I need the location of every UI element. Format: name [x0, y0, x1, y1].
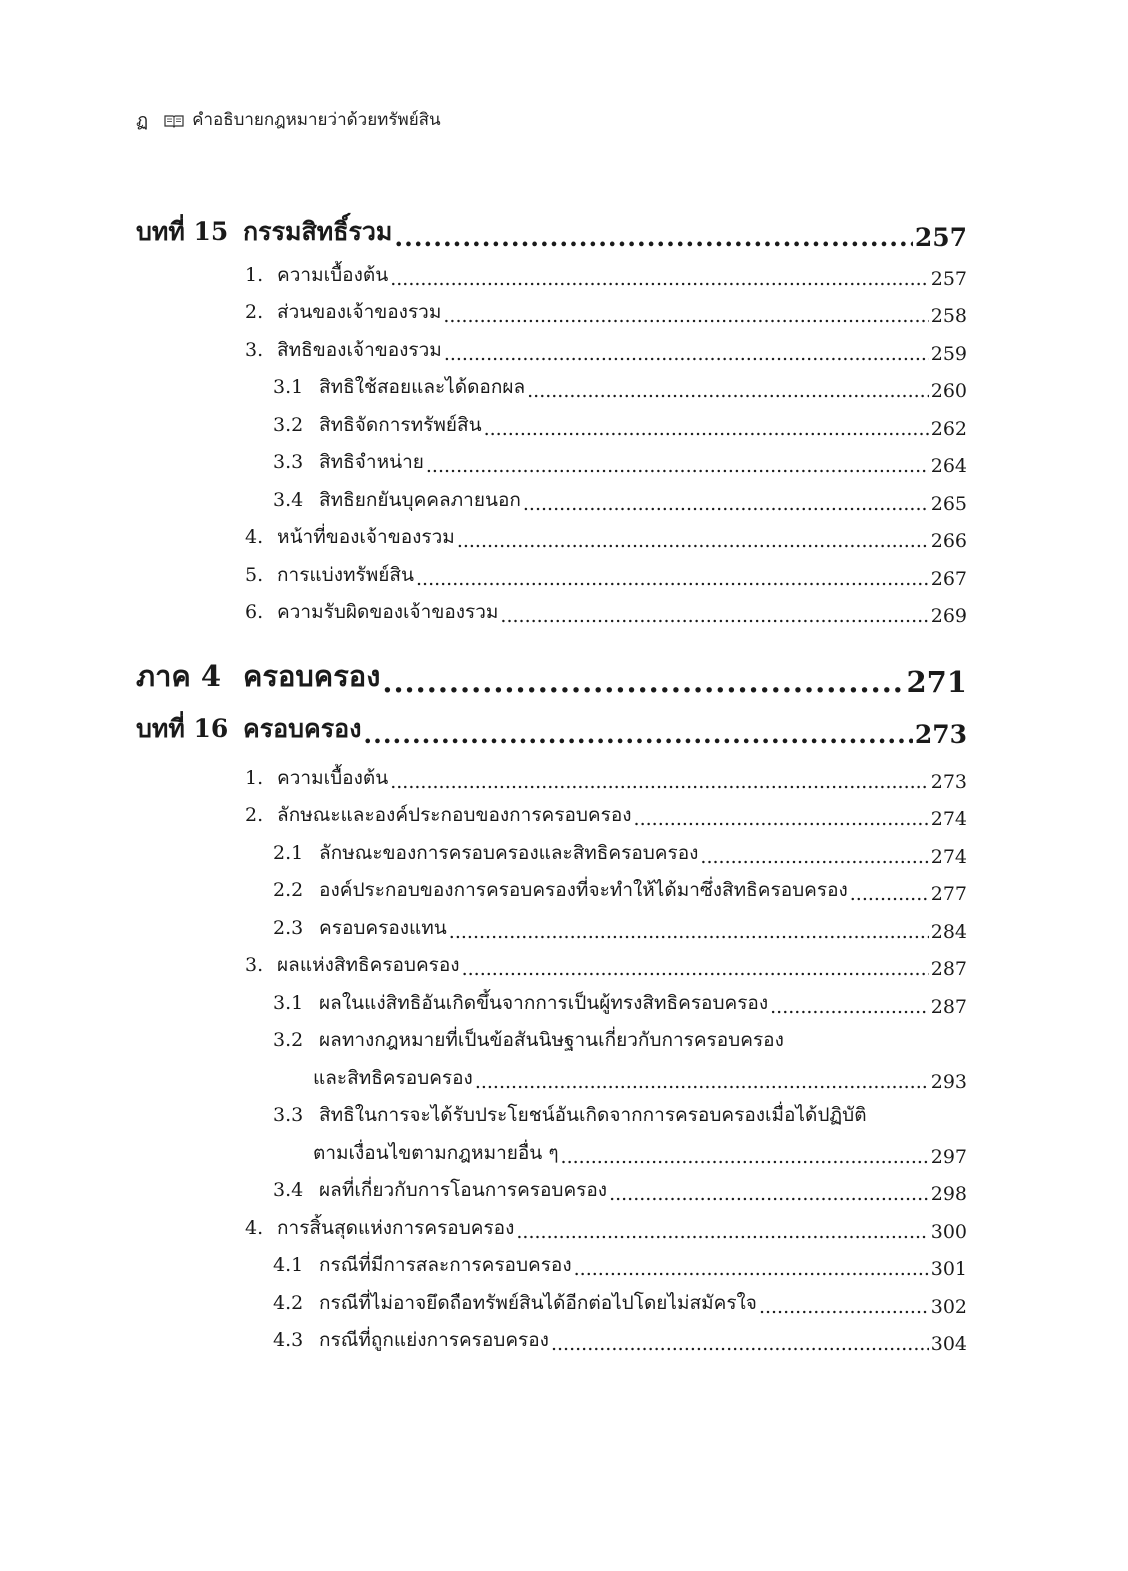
entry-text: การสิ้นสุดแห่งการครอบครอง	[277, 1216, 515, 1239]
chapter-title: กรรมสิทธิ์รวม	[243, 217, 393, 246]
entry-number: 4.1	[273, 1254, 304, 1276]
page-ref: 284	[930, 920, 967, 943]
entry-number: 2.3	[273, 916, 304, 939]
page-ref: 298	[930, 1183, 967, 1205]
toc-part-4[interactable]	[136, 647, 967, 699]
entry-text: กรณีที่มีการสละการครอบครอง	[319, 1254, 572, 1276]
dot-leader	[462, 958, 929, 980]
entry-text: ลักษณะของการครอบครองและสิทธิครอบครอง	[319, 841, 699, 864]
entry-text: สิทธิของเจ้าของรวม	[277, 338, 442, 361]
toc-subentry[interactable]	[136, 1280, 967, 1318]
part-title: ครอบครอง	[243, 659, 381, 693]
toc-chapter-16[interactable]	[136, 705, 967, 749]
page-ref: 257	[930, 267, 967, 290]
entry-number: 2.	[245, 804, 264, 826]
dot-leader	[390, 771, 929, 793]
entry-text: องค์ประกอบของการครอบครองที่จะทำให้ได้มาซึ่งสิทธิครอบครอง	[319, 879, 848, 901]
toc-subentry[interactable]	[136, 1318, 967, 1356]
page-ref: 301	[930, 1258, 967, 1280]
entry-text: ความเบื้องต้น	[277, 766, 389, 789]
dot-leader	[475, 1071, 929, 1093]
entry-number: 3.2	[273, 1029, 304, 1051]
toc-subentry[interactable]	[136, 868, 967, 906]
dot-leader	[516, 1221, 928, 1243]
toc-subentry[interactable]	[136, 440, 967, 478]
entry-number: 2.	[245, 301, 264, 323]
dot-leader	[449, 921, 929, 943]
dot-leader	[363, 720, 912, 749]
page-ref: 287	[930, 958, 967, 980]
entry-number: 3.3	[273, 1104, 304, 1126]
toc-subentry[interactable]	[136, 1243, 967, 1281]
entry-text: ผลในแง่สิทธิอันเกิดขึ้นจากการเป็นผู้ทรงสิทธิครอบครอง	[319, 991, 769, 1014]
toc-subentry[interactable]	[136, 980, 967, 1018]
dot-leader	[390, 268, 929, 290]
entry-number: 4.	[245, 1216, 264, 1239]
page-ref: 302	[930, 1295, 967, 1318]
dot-leader	[394, 223, 912, 252]
page-ref: 262	[930, 417, 967, 440]
toc-subentry[interactable]	[136, 402, 967, 440]
toc-chapter-15[interactable]	[136, 208, 967, 252]
entry-number: 3.4	[273, 1179, 304, 1201]
page-ref: 259	[930, 342, 967, 365]
page-ref: 269	[930, 605, 967, 627]
page-ref: 293	[930, 1070, 967, 1093]
page-ref: 274	[930, 808, 967, 830]
page-ref: 258	[930, 305, 967, 327]
page-ref: 266	[930, 530, 967, 552]
page-ref: 304	[930, 1333, 967, 1355]
entry-text: ส่วนของเจ้าของรวม	[277, 301, 442, 323]
entry-number: 5.	[245, 563, 264, 586]
page-ref: 257	[914, 223, 967, 252]
toc-subentry[interactable]	[136, 830, 967, 868]
toc-entry[interactable]	[136, 590, 967, 628]
entry-number: 4.	[245, 526, 264, 548]
dot-leader	[416, 568, 929, 590]
page-ref: 273	[930, 770, 967, 793]
entry-number: 3.2	[273, 413, 304, 436]
page-number: ฏ	[136, 110, 149, 131]
entry-number: 3.	[245, 338, 264, 361]
open-book-icon	[164, 113, 184, 127]
toc-entry[interactable]	[136, 943, 967, 981]
toc-subentry[interactable]	[136, 1168, 967, 1206]
entry-text-continued: และสิทธิครอบครอง	[313, 1066, 473, 1089]
dot-leader	[523, 493, 929, 515]
entry-number: 1.	[245, 263, 264, 286]
dot-leader	[444, 343, 929, 365]
chapter-prefix: บทที่ 15	[136, 217, 229, 246]
page-ref: 277	[930, 883, 967, 905]
entry-text: ลักษณะและองค์ประกอบของการครอบครอง	[277, 804, 632, 826]
table-of-contents	[136, 208, 967, 1355]
dot-leader	[561, 1146, 929, 1168]
dot-leader	[634, 808, 929, 830]
entry-number: 3.1	[273, 376, 304, 398]
dot-leader	[759, 1296, 929, 1318]
toc-subentry-line1[interactable]	[136, 1018, 967, 1056]
entry-text: การแบ่งทรัพย์สิน	[277, 563, 414, 586]
running-header	[136, 105, 441, 134]
toc-entry[interactable]	[136, 552, 967, 590]
dot-leader	[700, 846, 928, 868]
page-ref: 260	[930, 380, 967, 402]
entry-number: 3.1	[273, 991, 304, 1014]
page-ref: 273	[914, 720, 967, 749]
toc-entry[interactable]	[136, 252, 967, 290]
page-ref: 287	[930, 995, 967, 1018]
page-ref: 265	[930, 492, 967, 515]
entry-text: ความเบื้องต้น	[277, 263, 389, 286]
entry-text: สิทธิจำหน่าย	[319, 451, 424, 473]
toc-subentry[interactable]	[136, 365, 967, 403]
toc-subentry[interactable]	[136, 477, 967, 515]
entry-text: สิทธิจัดการทรัพย์สิน	[319, 413, 482, 436]
entry-number: 4.3	[273, 1329, 304, 1351]
entry-text: สิทธิในการจะได้รับประโยชน์อันเกิดจากการครอบครองเมื่อได้ปฏิบัติ	[319, 1104, 867, 1126]
entry-text: ความรับผิดของเจ้าของรวม	[277, 601, 499, 623]
page-ref: 267	[930, 567, 967, 590]
dot-leader	[527, 380, 929, 402]
page-ref: 264	[930, 455, 967, 477]
entry-text: กรณีที่ไม่อาจยึดถือทรัพย์สินได้อีกต่อไปโดยไม่สมัครใจ	[319, 1291, 757, 1314]
dot-leader	[457, 530, 929, 552]
entry-number: 4.2	[273, 1291, 304, 1314]
dot-leader	[484, 418, 929, 440]
page-ref: 300	[930, 1220, 967, 1243]
dot-leader	[382, 665, 904, 699]
toc-subentry-line2[interactable]	[136, 1055, 967, 1093]
entry-number: 1.	[245, 766, 264, 789]
entry-text: กรณีที่ถูกแย่งการครอบครอง	[319, 1329, 549, 1351]
part-prefix: ภาค 4	[136, 659, 222, 693]
entry-text: หน้าที่ของเจ้าของรวม	[277, 526, 455, 548]
dot-leader	[770, 996, 929, 1018]
entry-number: 3.4	[273, 488, 304, 511]
dot-leader	[443, 305, 928, 327]
entry-number: 3.	[245, 954, 264, 976]
dot-leader	[426, 455, 929, 477]
header-title: คำอธิบายกฎหมายว่าด้วยทรัพย์สิน	[192, 110, 441, 130]
entry-text: ครอบครองแทน	[319, 916, 447, 939]
toc-subentry[interactable]	[136, 905, 967, 943]
dot-leader	[574, 1258, 929, 1280]
entry-number: 3.3	[273, 451, 304, 473]
entry-text: ผลที่เกี่ยวกับการโอนการครอบครอง	[319, 1179, 608, 1201]
toc-entry[interactable]	[136, 1205, 967, 1243]
toc-entry[interactable]	[136, 327, 967, 365]
toc-subentry-line2[interactable]	[136, 1130, 967, 1168]
entry-number: 2.1	[273, 841, 304, 864]
entry-text-continued: ตามเงื่อนไขตามกฎหมายอื่น ๆ	[313, 1141, 559, 1164]
toc-entry[interactable]	[136, 793, 967, 831]
dot-leader	[850, 883, 929, 905]
dot-leader	[551, 1333, 929, 1355]
page-ref: 271	[906, 665, 967, 699]
entry-number: 6.	[245, 601, 264, 623]
page-ref: 297	[930, 1145, 967, 1168]
dot-leader	[609, 1183, 929, 1205]
chapter-title: ครอบครอง	[243, 714, 362, 743]
entry-text: ผลแห่งสิทธิครอบครอง	[277, 954, 460, 976]
toc-entry[interactable]	[136, 290, 967, 328]
entry-text: สิทธิยกยันบุคคลภายนอก	[319, 488, 521, 511]
entry-number: 2.2	[273, 879, 304, 901]
toc-entry[interactable]	[136, 515, 967, 553]
entry-text: สิทธิใช้สอยและได้ดอกผล	[319, 376, 526, 398]
chapter-prefix: บทที่ 16	[136, 714, 229, 743]
toc-subentry-line1[interactable]	[136, 1093, 967, 1131]
page-ref: 274	[930, 845, 967, 868]
toc-entry[interactable]	[136, 755, 967, 793]
dot-leader	[500, 605, 928, 627]
entry-text: ผลทางกฎหมายที่เป็นข้อสันนิษฐานเกี่ยวกับการครอบครอง	[319, 1029, 784, 1051]
